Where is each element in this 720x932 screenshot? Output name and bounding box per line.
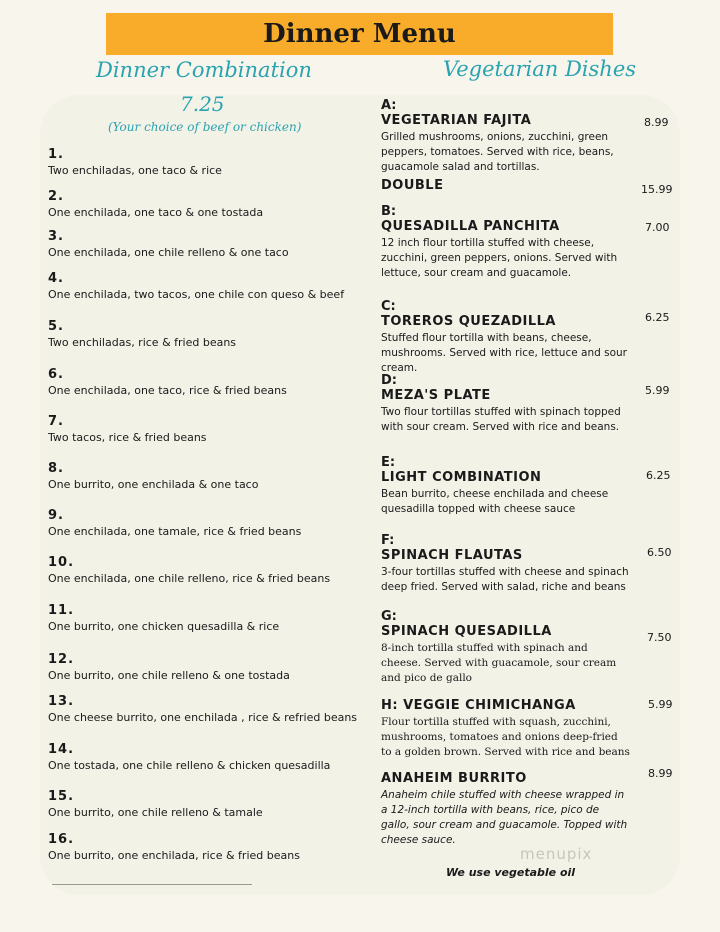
combo-description: One burrito, one chile relleno & one tostada — [48, 669, 290, 682]
combo-item — [48, 461, 258, 491]
dish-letter: G: — [381, 609, 397, 624]
combo-description: Two enchiladas, one taco & rice — [48, 164, 222, 177]
vegetable-oil-note: We use vegetable oil — [446, 866, 576, 879]
dish-name: QUESADILLA PANCHITA — [381, 219, 560, 234]
dish-name: VEGETARIAN FAJITA — [381, 113, 532, 128]
combo-number: 1. — [48, 147, 64, 162]
header-bar — [106, 13, 613, 55]
combo-description: One burrito, one chicken quesadilla & rice — [48, 620, 280, 633]
dish-price: 6.25 — [645, 311, 670, 324]
dish-price: 8.99 — [644, 116, 669, 129]
dish-c — [381, 299, 631, 376]
dish-name: TOREROS QUEZADILLA — [381, 314, 556, 329]
combo-number: 13. — [48, 694, 75, 709]
dish-price: 8.99 — [648, 767, 673, 780]
dish-price: 6.25 — [646, 469, 671, 482]
combo-description: One enchilada, one tamale, rice & fried beans — [48, 525, 302, 538]
combo-item — [48, 555, 330, 585]
dish-description: Stuffed flour tortilla with beans, cheese, mushrooms. Served with rice, lettuce and sour cream. — [381, 332, 627, 374]
dish-price: 5.99 — [645, 384, 670, 397]
dish-name: LIGHT COMBINATION — [381, 470, 542, 485]
dish-letter: A: — [381, 98, 397, 113]
dish-anaheim — [381, 771, 631, 848]
dish-description: Grilled mushrooms, onions, zucchini, green peppers, tomatoes. Served with rice, beans, guacamole salad and tortillas. — [381, 131, 614, 173]
combo-number: 4. — [48, 271, 64, 286]
combo-number: 14. — [48, 742, 75, 757]
dish-price: 6.50 — [647, 546, 672, 559]
dish-description: Two flour tortillas stuffed with spinach topped with sour cream. Served with rice and beans. — [381, 406, 621, 433]
combo-description: One burrito, one chile relleno & tamale — [48, 806, 263, 819]
dish-double — [381, 178, 631, 193]
combo-description: One enchilada, one chile relleno & one taco — [48, 246, 289, 259]
combo-item — [48, 229, 289, 259]
combo-number: 16. — [48, 832, 75, 847]
dish-price: 7.50 — [647, 631, 672, 644]
dish-f — [381, 533, 631, 595]
combo-number: 15. — [48, 789, 75, 804]
dish-price: 15.99 — [641, 183, 673, 196]
combo-item — [48, 603, 279, 633]
combo-number: 6. — [48, 367, 64, 382]
dish-description: Flour tortilla stuffed with squash, zucchini, mushrooms, tomatoes and onions deep-fried to a golden brown. Served with rice and beans — [381, 716, 630, 758]
combo-description: One enchilada, one taco, rice & fried beans — [48, 384, 287, 397]
dish-name: H: VEGGIE CHIMICHANGA — [381, 698, 576, 713]
combination-choice-note: (Your choice of beef or chicken) — [108, 120, 302, 134]
divider-line — [52, 884, 252, 885]
combo-number: 10. — [48, 555, 75, 570]
combo-description: One enchilada, one chile relleno, rice & fried beans — [48, 572, 331, 585]
combo-number: 5. — [48, 319, 64, 334]
dish-description: 8-inch tortilla stuffed with spinach and cheese. Served with guacamole, sour cream and pico de gallo — [381, 642, 617, 684]
combo-item — [48, 319, 236, 349]
dish-d — [381, 373, 631, 435]
combo-number: 9. — [48, 508, 64, 523]
combo-description: One enchilada, two tacos, one chile con queso & beef — [48, 288, 345, 301]
combo-description: Two enchiladas, rice & fried beans — [48, 336, 237, 349]
combo-item — [48, 147, 222, 177]
dish-name: SPINACH FLAUTAS — [381, 548, 523, 563]
dish-name: DOUBLE — [381, 178, 444, 193]
combo-description: Two tacos, rice & fried beans — [48, 431, 207, 444]
combo-item — [48, 414, 207, 444]
dish-letter: B: — [381, 204, 397, 219]
combo-item — [48, 189, 263, 219]
dish-h — [381, 698, 631, 760]
combo-item — [48, 271, 344, 301]
combo-item — [48, 694, 357, 724]
vegetarian-dishes-title: Vegetarian Dishes — [443, 57, 637, 81]
combo-number: 11. — [48, 603, 75, 618]
dish-letter: C: — [381, 299, 396, 314]
dinner-combination-title: Dinner Combination — [96, 58, 312, 82]
dish-letter: D: — [381, 373, 397, 388]
combo-description: One enchilada, one taco & one tostada — [48, 206, 264, 219]
dish-g — [381, 609, 631, 686]
dish-letter: E: — [381, 455, 396, 470]
dish-description: 12 inch flour tortilla stuffed with cheese, zucchini, green peppers, onions. Served with lettuce, sour cream and guacamole. — [381, 237, 618, 279]
dish-name: MEZA'S PLATE — [381, 388, 491, 403]
combo-item — [48, 789, 263, 819]
dish-b — [381, 204, 631, 281]
combo-description: One burrito, one enchilada, rice & fried beans — [48, 849, 300, 862]
combo-number: 7. — [48, 414, 64, 429]
dish-description: Bean burrito, cheese enchilada and cheese quesadilla topped with cheese sauce — [381, 488, 609, 515]
combo-number: 8. — [48, 461, 64, 476]
dish-letter: F: — [381, 533, 395, 548]
combo-description: One tostada, one chile relleno & chicken quesadilla — [48, 759, 331, 772]
combo-item — [48, 652, 290, 682]
dish-name: SPINACH QUESADILLA — [381, 624, 552, 639]
dish-price: 7.00 — [645, 221, 670, 234]
dish-price: 5.99 — [648, 698, 673, 711]
dish-name: ANAHEIM BURRITO — [381, 771, 527, 786]
combo-item — [48, 367, 287, 397]
combo-item — [48, 742, 330, 772]
combo-item — [48, 832, 300, 862]
combo-number: 2. — [48, 189, 64, 204]
dish-e — [381, 455, 631, 517]
dish-description: 3-four tortillas stuffed with cheese and spinach deep fried. Served with salad, riche and beans — [381, 566, 629, 593]
watermark: menupix — [520, 845, 593, 863]
dish-description: Anaheim chile stuffed with cheese wrapped in a 12-inch tortilla with beans, rice, pico de gallo, sour cream and guacamole. Topped with cheese sauce. — [381, 789, 628, 846]
dish-a — [381, 98, 631, 175]
combo-number: 12. — [48, 652, 75, 667]
page-title: Dinner Menu — [263, 19, 456, 49]
combo-number: 3. — [48, 229, 64, 244]
combo-description: One cheese burrito, one enchilada , rice & refried beans — [48, 711, 358, 724]
combination-price: 7.25 — [180, 92, 225, 116]
combo-description: One burrito, one enchilada & one taco — [48, 478, 259, 491]
combo-item — [48, 508, 301, 538]
